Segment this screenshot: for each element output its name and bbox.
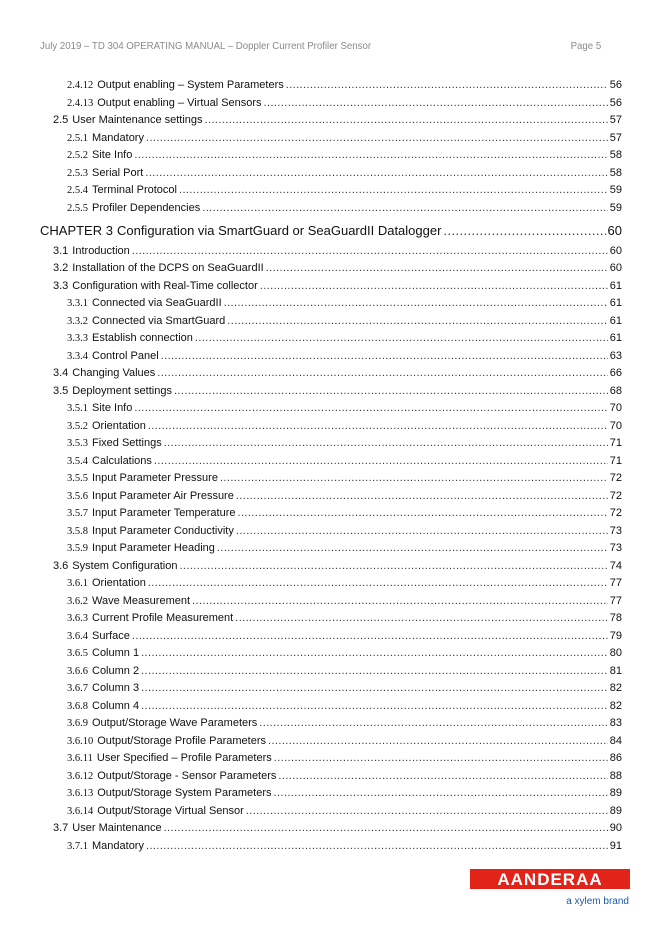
toc-leader-dots	[237, 507, 607, 519]
toc-leader-dots	[259, 717, 607, 729]
toc-entry-page: 82	[609, 699, 622, 712]
toc-entry[interactable]	[67, 787, 622, 799]
toc-leader-dots	[157, 367, 607, 379]
toc-leader-dots	[220, 472, 608, 484]
toc-entry-title: Output enabling – Virtual Sensors	[97, 96, 262, 109]
toc-entry[interactable]	[67, 350, 622, 362]
logo-brand-text: AANDERAA	[497, 870, 603, 889]
toc-entry-number: 2.5	[53, 114, 69, 126]
toc-leader-dots	[224, 297, 608, 309]
toc-entry-number: 3.6.4	[67, 630, 88, 642]
toc-entry-title: Surface	[92, 629, 130, 642]
toc-entry-title: Site Info	[92, 149, 133, 161]
toc-entry-page: 88	[609, 769, 622, 782]
toc-entry[interactable]	[67, 490, 622, 502]
toc-entry-title: Connected via SeaGuardII	[92, 297, 222, 309]
toc-leader-dots	[141, 665, 608, 677]
toc-entry-number: 2.4.13	[67, 97, 94, 109]
toc-entry-page: 74	[609, 559, 622, 572]
toc-entry-page: 84	[609, 734, 622, 747]
toc-entry-title: Mandatory	[92, 839, 144, 852]
toc-leader-dots	[274, 752, 608, 764]
toc-entry-title: User Specified – Profile Parameters	[96, 752, 272, 764]
toc-leader-dots	[154, 455, 608, 467]
toc-entry[interactable]	[53, 262, 622, 274]
toc-entry-number: 3.6.3	[67, 613, 88, 624]
toc-entry-number: 3.6.9	[67, 718, 88, 729]
toc-entry-page: 91	[609, 839, 622, 852]
toc-entry-page: 71	[609, 454, 622, 467]
toc-entry[interactable]	[53, 114, 622, 126]
toc-entry[interactable]	[53, 367, 622, 379]
toc-entry-title: Orientation	[92, 577, 146, 589]
toc-leader-dots	[146, 840, 608, 852]
toc-leader-dots	[286, 79, 608, 91]
toc-leader-dots	[268, 735, 608, 747]
toc-entry-number: 3.6.13	[67, 788, 94, 799]
toc-leader-dots	[179, 560, 607, 572]
toc-entry-title: Fixed Settings	[92, 437, 162, 449]
toc-entry-title: Control Panel	[92, 349, 159, 362]
toc-entry-title: Input Parameter Heading	[92, 542, 215, 554]
toc-leader-dots	[132, 630, 608, 642]
toc-entry[interactable]	[53, 560, 622, 572]
toc-entry-number: 2.5.2	[67, 150, 88, 161]
toc-entry-number: 3.5.5	[67, 473, 88, 484]
toc-entry-page: 77	[609, 594, 622, 607]
toc-entry[interactable]	[67, 132, 622, 144]
toc-entry-number: CHAPTER 3	[40, 223, 113, 238]
toc-entry-number: 2.5.4	[67, 185, 88, 196]
toc-entry-page: 57	[609, 131, 622, 144]
toc-entry-number: 3.6.6	[67, 665, 88, 677]
toc-entry[interactable]	[67, 472, 622, 484]
toc-entry-page: 61	[609, 314, 622, 327]
toc-entry-number: 3.6.10	[67, 735, 94, 747]
toc-leader-dots	[266, 262, 608, 274]
header-title: July 2019 – TD 304 OPERATING MANUAL – Doppler Current Profiler Sensor	[40, 40, 372, 52]
toc-entry-title: System Configuration	[72, 559, 178, 572]
toc-entry-number: 3.5.1	[67, 403, 88, 414]
toc-entry[interactable]	[67, 577, 622, 589]
toc-leader-dots	[174, 385, 608, 397]
toc-entry-page: 86	[609, 752, 622, 764]
toc-entry-page: 72	[609, 489, 622, 502]
page-header	[40, 40, 602, 54]
toc-entry-page: 70	[609, 419, 622, 432]
toc-leader-dots	[145, 167, 607, 179]
toc-entry[interactable]	[67, 805, 622, 817]
toc-entry[interactable]	[53, 280, 622, 292]
toc-entry-title: Connected via SmartGuard	[92, 314, 226, 327]
toc-entry-page: 56	[609, 96, 622, 109]
toc-entry-title: Site Info	[92, 402, 133, 414]
toc-leader-dots	[148, 577, 608, 589]
toc-entry-title: Profiler Dependencies	[92, 201, 201, 214]
toc-entry-number: 2.5.1	[67, 132, 88, 144]
toc-entry-number: 3.3.2	[67, 315, 88, 327]
toc-leader-dots	[264, 97, 608, 109]
toc-entry-number: 3.6.5	[67, 648, 88, 659]
toc-entry-page: 73	[609, 524, 622, 537]
toc-entry-number: 3.3.3	[67, 333, 88, 344]
toc-entry-number: 3.6.14	[67, 805, 94, 817]
toc-entry-title: Installation of the DCPS on SeaGuardII	[72, 262, 264, 274]
toc-leader-dots	[161, 350, 608, 362]
toc-entry-page: 79	[609, 629, 622, 642]
toc-entry-page: 56	[609, 79, 622, 91]
toc-entry-title: Configuration via SmartGuard or SeaGuardII Datalogger	[116, 223, 442, 238]
toc-entry[interactable]	[67, 840, 622, 852]
toc-entry[interactable]	[67, 315, 622, 327]
toc-leader-dots	[148, 420, 608, 432]
toc-entry-number: 3.5.2	[67, 420, 88, 432]
toc-leader-dots	[236, 490, 608, 502]
toc-entry-page: 63	[609, 349, 622, 362]
toc-entry-title: Establish connection	[92, 332, 193, 344]
toc-entry-page: 71	[609, 437, 622, 449]
toc-entry[interactable]	[67, 455, 622, 467]
toc-entry-page: 80	[609, 647, 622, 659]
toc-entry[interactable]	[67, 595, 622, 607]
toc-entry-page: 66	[609, 367, 622, 379]
toc-entry-title: Input Parameter Temperature	[92, 507, 236, 519]
toc-entry-title: Column 1	[92, 647, 140, 659]
toc-leader-dots	[141, 700, 608, 712]
toc-leader-dots	[235, 612, 608, 624]
toc-entry-title: Output/Storage Wave Parameters	[92, 717, 258, 729]
toc-entry-page: 68	[609, 384, 622, 397]
toc-entry[interactable]	[67, 665, 622, 677]
toc-entry-number: 3.4	[53, 367, 69, 379]
toc-entry-number: 3.6.7	[67, 683, 88, 694]
toc-entry-number: 3.7	[53, 822, 69, 834]
toc-leader-dots	[132, 245, 608, 257]
toc-entry-title: Column 3	[92, 682, 140, 694]
toc-entry-page: 73	[609, 542, 622, 554]
toc-entry-title: Input Parameter Pressure	[92, 472, 218, 484]
toc-entry[interactable]	[67, 149, 622, 161]
toc-entry-page: 57	[609, 114, 622, 126]
toc-entry[interactable]	[67, 297, 622, 309]
toc-entry-page: 83	[609, 717, 622, 729]
toc-entry-number: 2.5.3	[67, 167, 88, 179]
toc-entry[interactable]	[67, 184, 622, 196]
toc-entry[interactable]	[67, 735, 622, 747]
toc-leader-dots	[274, 787, 608, 799]
toc-entry-number: 3.6.8	[67, 700, 88, 712]
toc-leader-dots	[141, 647, 608, 659]
aanderaa-logo	[470, 869, 630, 909]
toc-entry-title: Output/Storage Profile Parameters	[97, 734, 266, 747]
toc-entry-number: 3.3	[53, 279, 69, 292]
toc-leader-dots	[164, 822, 608, 834]
toc-entry-title: Column 4	[92, 699, 140, 712]
toc-entry[interactable]	[67, 332, 622, 344]
toc-entry-title: Orientation	[92, 419, 146, 432]
toc-entry-title: Mandatory	[92, 131, 144, 144]
toc-entry-number: 3.7.1	[67, 840, 88, 852]
toc-entry-page: 61	[609, 297, 622, 309]
toc-leader-dots	[246, 805, 608, 817]
toc-entry-number: 3.5.3	[67, 438, 88, 449]
toc-entry[interactable]	[67, 507, 622, 519]
toc-entry-title: Changing Values	[72, 367, 156, 379]
toc-entry-title: Terminal Protocol	[92, 184, 177, 196]
toc-entry-title: Current Profile Measurement	[92, 612, 234, 624]
toc-entry-title: Column 2	[92, 664, 140, 677]
toc-leader-dots	[217, 542, 608, 554]
toc-entry-number: 3.3.1	[67, 298, 88, 309]
toc-entry-page: 81	[609, 664, 622, 677]
toc-entry[interactable]	[67, 167, 622, 179]
toc-entry[interactable]	[67, 97, 622, 109]
toc-entry-number: 3.6	[53, 559, 69, 572]
toc-leader-dots	[227, 315, 607, 327]
toc-entry-title: Output/Storage Virtual Sensor	[97, 804, 244, 817]
toc-entry-title: Output/Storage - Sensor Parameters	[97, 769, 277, 782]
toc-entry-page: 60	[609, 262, 622, 274]
toc-leader-dots	[195, 332, 608, 344]
toc-entry-title: Configuration with Real-Time collector	[72, 279, 258, 292]
toc-entry-title: Deployment settings	[72, 384, 172, 397]
toc-entry-page: 72	[609, 472, 622, 484]
toc-entry-number: 3.5.4	[67, 455, 88, 467]
toc-entry-number: 3.2	[53, 262, 69, 274]
toc-entry-page: 77	[609, 577, 622, 589]
toc-leader-dots	[141, 682, 608, 694]
toc-entry-page: 58	[609, 149, 622, 161]
toc-leader-dots	[179, 184, 608, 196]
toc-entry-number: 2.4.12	[67, 80, 94, 91]
toc-entry-title: Calculations	[92, 454, 152, 467]
toc-entry[interactable]	[67, 437, 622, 449]
toc-entry[interactable]	[67, 700, 622, 712]
toc-entry[interactable]	[53, 385, 622, 397]
toc-entry[interactable]	[67, 402, 622, 414]
toc-entry-title: Output/Storage System Parameters	[97, 787, 272, 799]
toc-leader-dots	[443, 223, 605, 238]
toc-entry-title: User Maintenance	[72, 822, 162, 834]
toc-leader-dots	[192, 595, 608, 607]
toc-entry-number: 3.6.11	[67, 753, 93, 764]
toc-entry-number: 3.6.12	[67, 770, 94, 782]
toc-entry-number: 3.6.1	[67, 578, 88, 589]
toc-entry[interactable]	[67, 542, 622, 554]
toc-entry-number: 3.1	[53, 244, 69, 257]
toc-entry-page: 61	[609, 332, 622, 344]
toc-entry[interactable]	[67, 752, 622, 764]
toc-entry-number: 3.5.7	[67, 508, 88, 519]
toc-entry[interactable]	[67, 420, 622, 432]
toc-entry-page: 59	[609, 184, 622, 196]
toc-entry-page: 72	[609, 507, 622, 519]
toc-entry-title: Serial Port	[92, 166, 144, 179]
toc-entry-number: 3.6.2	[67, 595, 88, 607]
toc-entry-page: 60	[609, 244, 622, 257]
toc-entry-number: 3.5.8	[67, 525, 88, 537]
toc-entry[interactable]	[67, 682, 622, 694]
toc-entry[interactable]	[40, 223, 622, 238]
toc-entry[interactable]	[67, 525, 622, 537]
toc-entry-page: 90	[609, 822, 622, 834]
toc-leader-dots	[146, 132, 608, 144]
toc-entry-number: 3.5	[53, 384, 69, 397]
page-number: Page 5	[570, 40, 602, 52]
toc-entry-number: 2.5.5	[67, 202, 88, 214]
toc-leader-dots	[278, 770, 607, 782]
toc-entry-title: Input Parameter Air Pressure	[92, 489, 234, 502]
toc-entry-page: 60	[607, 223, 622, 238]
toc-entry-page: 59	[609, 201, 622, 214]
toc-leader-dots	[134, 149, 607, 161]
toc-leader-dots	[205, 114, 608, 126]
toc-entry-number: 3.5.9	[67, 543, 88, 554]
toc-leader-dots	[260, 280, 608, 292]
logo-tagline: a xylem brand	[566, 896, 629, 907]
toc-entry[interactable]	[53, 822, 622, 834]
toc-entry[interactable]	[67, 79, 622, 91]
toc-entry[interactable]	[67, 612, 622, 624]
toc-entry-page: 89	[609, 804, 622, 817]
toc-entry-title: Output enabling – System Parameters	[97, 79, 284, 91]
toc-entry-page: 82	[609, 682, 622, 694]
toc-leader-dots	[202, 202, 608, 214]
toc-leader-dots	[164, 437, 608, 449]
toc-entry-page: 78	[609, 612, 622, 624]
toc-entry[interactable]	[53, 245, 622, 257]
toc-entry-title: Introduction	[72, 244, 130, 257]
toc-entry[interactable]	[67, 202, 622, 214]
toc-entry-title: Wave Measurement	[92, 594, 191, 607]
toc-entry[interactable]	[67, 770, 622, 782]
toc-entry-title: User Maintenance settings	[72, 114, 203, 126]
toc-entry-page: 89	[609, 787, 622, 799]
toc-entry-title: Input Parameter Conductivity	[92, 524, 234, 537]
toc-entry[interactable]	[67, 630, 622, 642]
toc-entry-number: 3.3.4	[67, 350, 88, 362]
toc-entry-page: 61	[609, 279, 622, 292]
toc-entry-page: 58	[609, 166, 622, 179]
toc-entry[interactable]	[67, 647, 622, 659]
toc-leader-dots	[236, 525, 608, 537]
toc-leader-dots	[134, 402, 607, 414]
toc-entry[interactable]	[67, 717, 622, 729]
toc-entry-page: 70	[609, 402, 622, 414]
toc-entry-number: 3.5.6	[67, 490, 88, 502]
